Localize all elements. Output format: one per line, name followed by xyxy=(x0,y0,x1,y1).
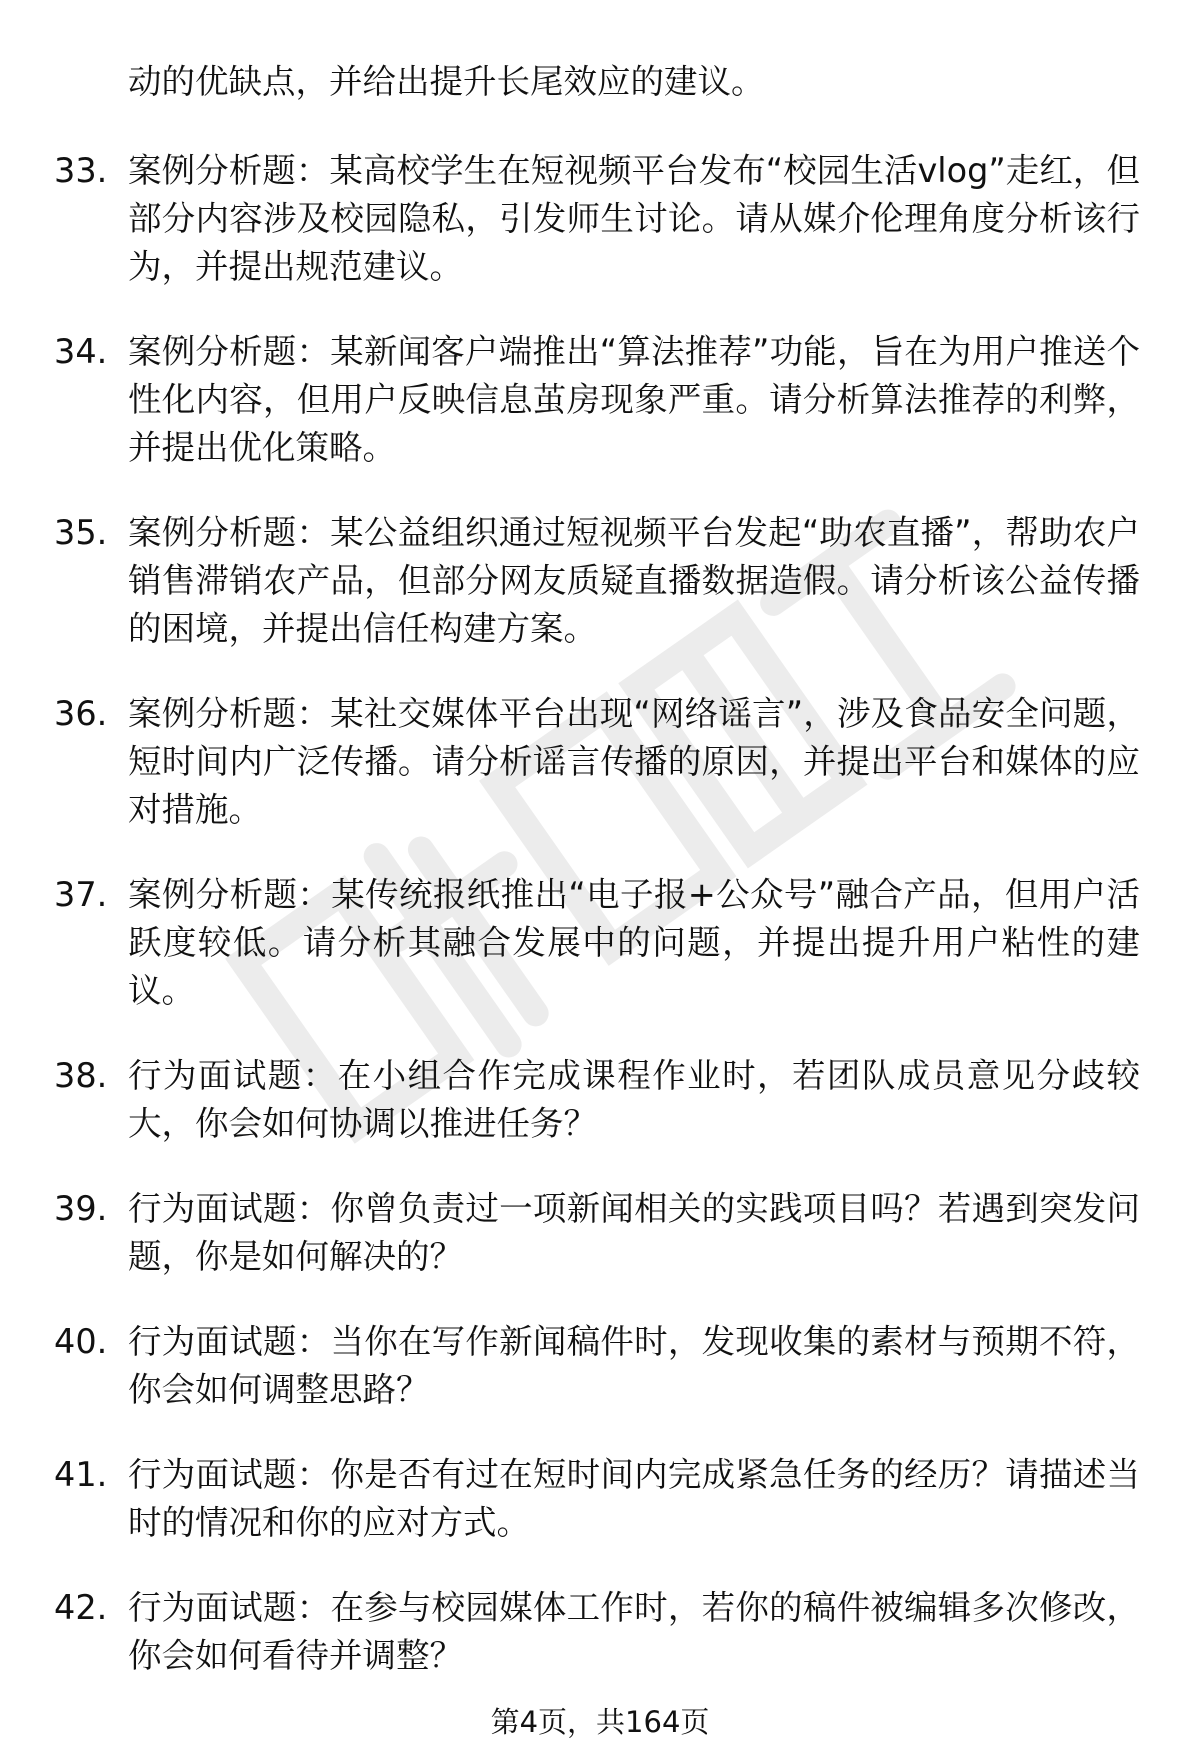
question-number: 40. xyxy=(54,1322,108,1361)
question-item xyxy=(0,1185,1200,1281)
question-number: 39. xyxy=(54,1189,108,1228)
question-number: 37. xyxy=(54,875,108,914)
question-text: 行为面试题：在小组合作完成课程作业时，若团队成员意见分歧较大，你会如何协调以推进任务？ xyxy=(128,1056,1140,1143)
page-footer: 第4页，共164页 xyxy=(490,1705,710,1739)
question-text: 案例分析题：某公益组织通过短视频平台发起“助农直播”，帮助农户销售滞销农产品，但部分网友质疑直播数据造假。请分析该公益传播的困境，并提出信任构建方案。 xyxy=(128,513,1140,648)
question-text: 行为面试题：你是否有过在短时间内完成紧急任务的经历？请描述当时的情况和你的应对方式。 xyxy=(128,1455,1140,1542)
question-text: 案例分析题：某高校学生在短视频平台发布“校园生活vlog”走红，但部分内容涉及校园隐私，引发师生讨论。请从媒介伦理角度分析该行为，并提出规范建议。 xyxy=(128,151,1140,286)
continuation-text: 动的优缺点，并给出提升长尾效应的建议。 xyxy=(128,62,765,101)
question-text: 案例分析题：某传统报纸推出“电子报+公众号”融合产品，但用户活跃度较低。请分析其融合发展中的问题，并提出提升用户粘性的建议。 xyxy=(128,875,1140,1010)
question-text: 行为面试题：当你在写作新闻稿件时，发现收集的素材与预期不符，你会如何调整思路？ xyxy=(128,1322,1140,1409)
question-number: 35. xyxy=(54,513,108,552)
question-item xyxy=(0,147,1200,291)
question-text: 行为面试题：你曾负责过一项新闻相关的实践项目吗？若遇到突发问题，你是如何解决的？ xyxy=(128,1189,1140,1276)
question-item xyxy=(0,1052,1200,1148)
question-text: 案例分析题：某社交媒体平台出现“网络谣言”，涉及食品安全问题，短时间内广泛传播。请分析谣言传播的原因，并提出平台和媒体的应对措施。 xyxy=(128,694,1140,829)
question-number: 36. xyxy=(54,694,108,733)
question-text: 案例分析题：某新闻客户端推出“算法推荐”功能，旨在为用户推送个性化内容，但用户反映信息茧房现象严重。请分析算法推荐的利弊，并提出优化策略。 xyxy=(128,332,1140,467)
question-item xyxy=(0,1318,1200,1414)
question-number: 33. xyxy=(54,151,108,190)
question-list xyxy=(0,147,1200,1717)
question-number: 42. xyxy=(54,1588,108,1627)
question-item xyxy=(0,1584,1200,1680)
question-text: 行为面试题：在参与校园媒体工作时，若你的稿件被编辑多次修改，你会如何看待并调整？ xyxy=(128,1588,1140,1675)
question-item xyxy=(0,1451,1200,1547)
question-item xyxy=(0,509,1200,653)
question-number: 34. xyxy=(54,332,108,371)
question-number: 41. xyxy=(54,1455,108,1494)
question-item xyxy=(0,690,1200,834)
question-number: 38. xyxy=(54,1056,108,1095)
question-item xyxy=(0,328,1200,472)
question-item xyxy=(0,871,1200,1015)
